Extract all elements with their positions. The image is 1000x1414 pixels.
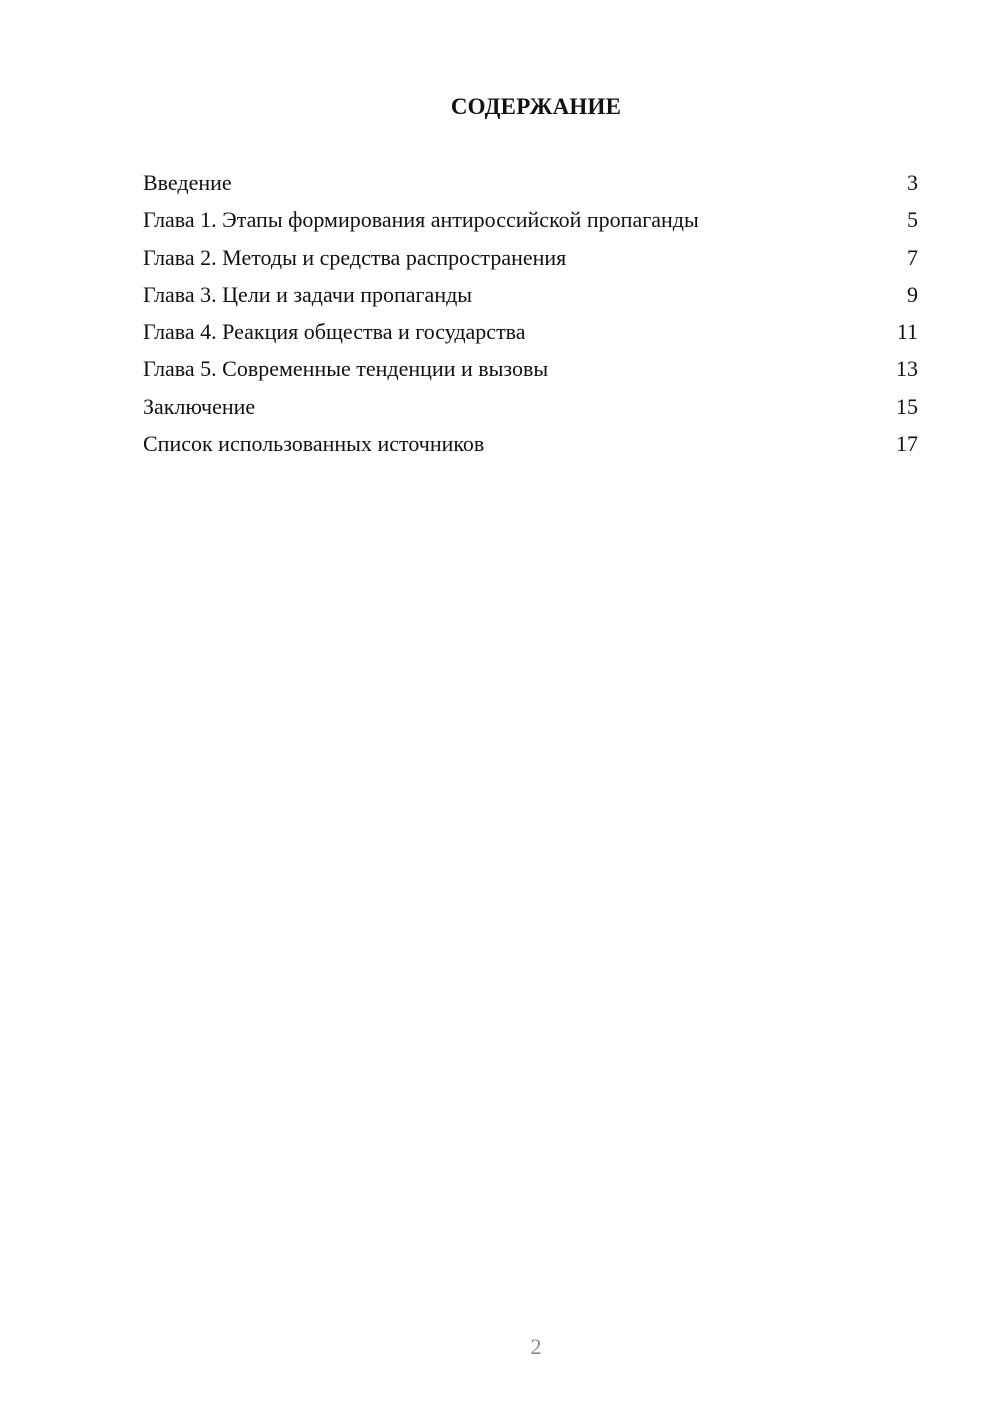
table-of-contents xyxy=(143,168,918,466)
toc-entry-introduction xyxy=(143,168,918,205)
toc-entry-label: Введение xyxy=(143,170,232,195)
toc-entry-chapter-1 xyxy=(143,205,918,242)
toc-entry-page: 13 xyxy=(896,356,918,382)
toc-entry-page: 3 xyxy=(907,170,918,195)
toc-entry-page: 15 xyxy=(896,393,918,419)
toc-entry-label: Глава 4. Реакция общества и государства xyxy=(143,319,526,345)
toc-entry-page: 11 xyxy=(896,319,918,345)
toc-entry-references xyxy=(143,429,918,466)
toc-entry-label: Заключение xyxy=(143,393,256,419)
toc-entry-label: Список использованных источников xyxy=(143,431,485,457)
toc-entry-label: Глава 5. Современные тенденции и вызовы xyxy=(143,356,549,382)
toc-entry-page: 17 xyxy=(896,431,918,457)
toc-entry-chapter-5 xyxy=(143,354,918,391)
toc-entry-chapter-2 xyxy=(143,243,918,280)
toc-entry-label: Глава 1. Этапы формирования антироссийской пропаганды xyxy=(143,207,699,233)
toc-entry-conclusion xyxy=(143,392,918,429)
page-title: СОДЕРЖАНИЕ xyxy=(450,94,622,119)
toc-entry-chapter-3 xyxy=(143,280,918,317)
toc-entry-page: 5 xyxy=(907,207,918,233)
toc-entry-page: 9 xyxy=(907,281,918,307)
toc-entry-chapter-4 xyxy=(143,317,918,354)
page-number: 2 xyxy=(530,1334,542,1359)
toc-entry-label: Глава 2. Методы и средства распространения xyxy=(143,244,567,270)
toc-entry-page: 7 xyxy=(907,244,918,270)
toc-entry-label: Глава 3. Цели и задачи пропаганды xyxy=(143,281,473,307)
